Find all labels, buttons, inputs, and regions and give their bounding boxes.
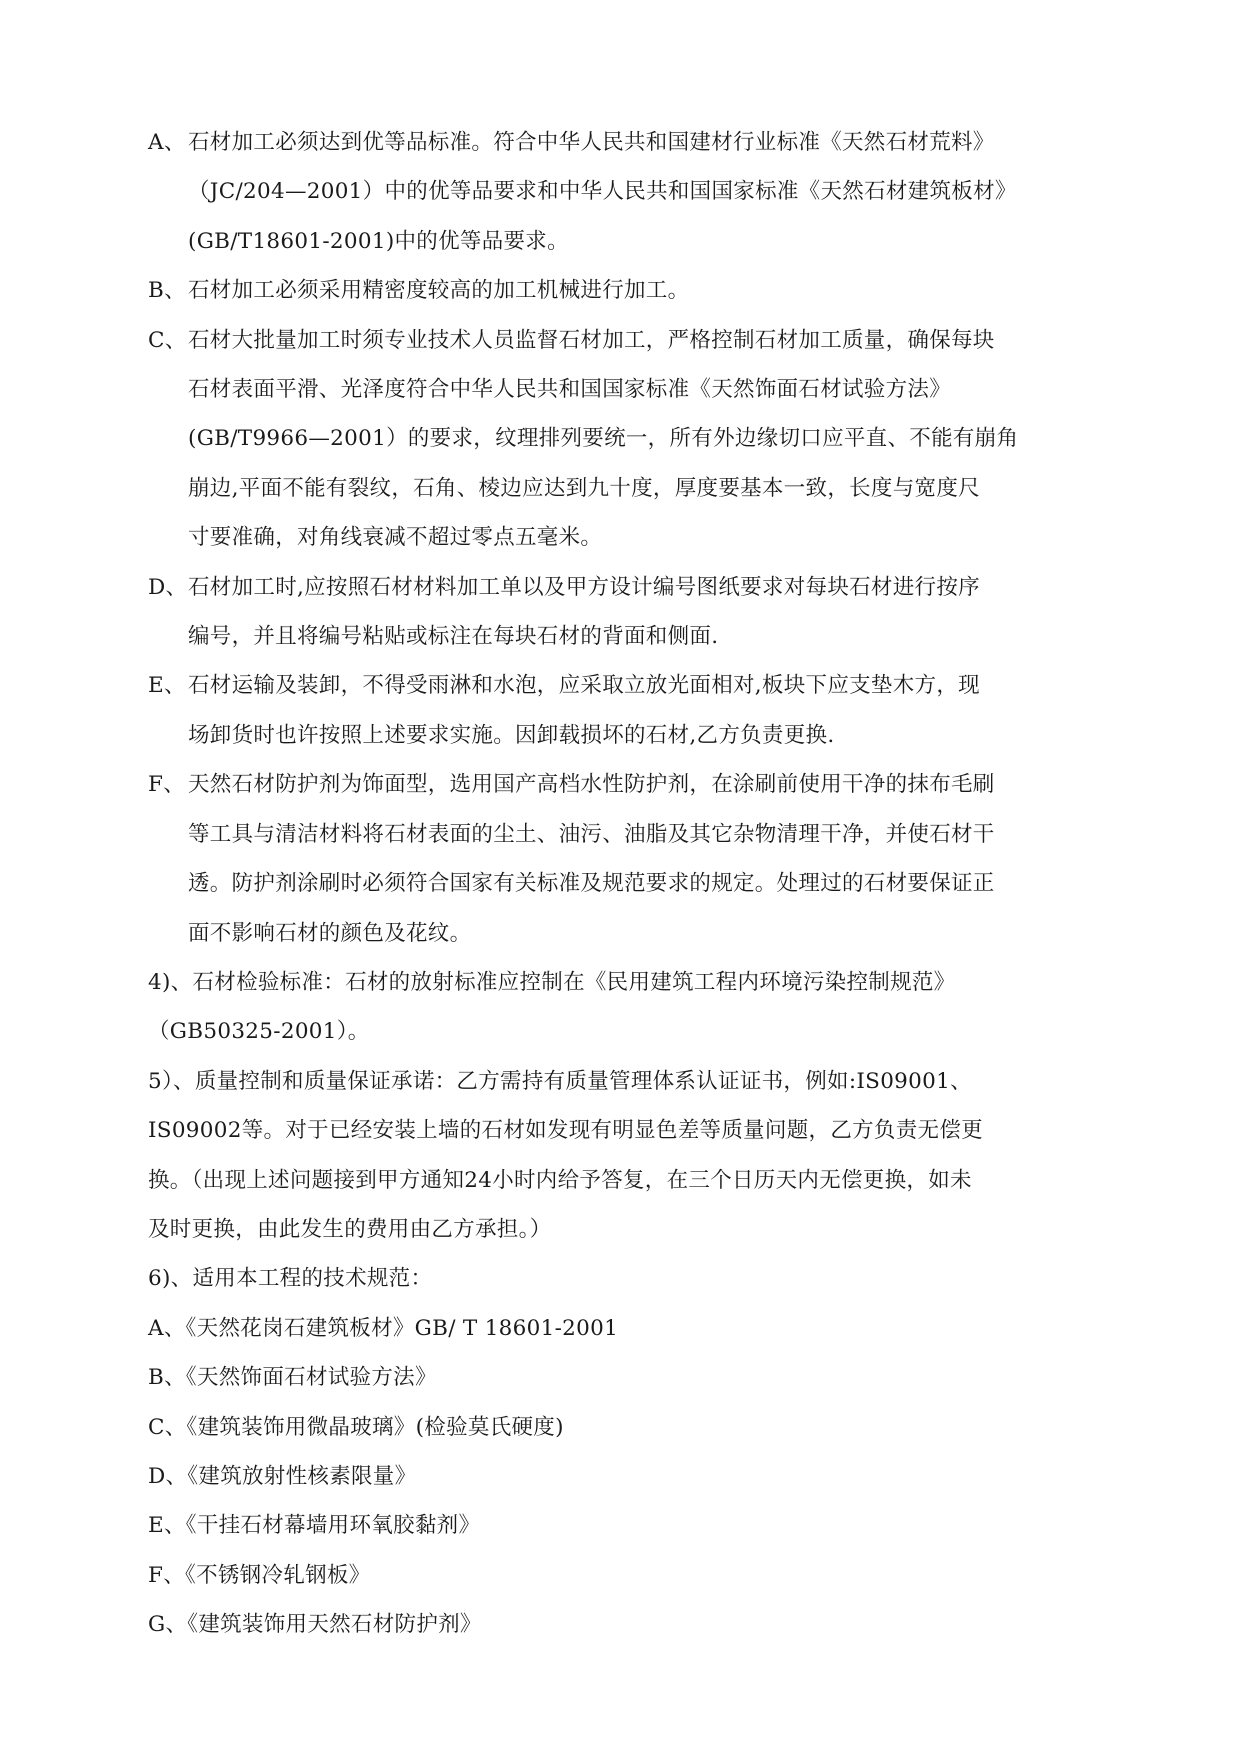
requirement-item-c xyxy=(148,316,1108,563)
item-marker: A、 xyxy=(148,130,186,155)
text-line: 面不影响石材的颜色及花纹。 xyxy=(188,920,472,946)
section-inspection-standard xyxy=(148,958,1108,1057)
text-line: 天然石材防护剂为饰面型，选用国产高档水性防护剂，在涂刷前使用干净的抹布毛刷 xyxy=(188,772,995,798)
requirement-item-e xyxy=(148,661,1108,760)
text-line: 及时更换，由此发生的费用由乙方承担。） xyxy=(148,1216,552,1242)
spec-item: E、《干挂石材幕墙用环氧胶黏剂》 xyxy=(148,1513,481,1539)
text-line: (GB/T18601-2001)中的优等品要求。 xyxy=(188,228,569,254)
spec-item: F、《不锈钢冷轧钢板》 xyxy=(148,1562,371,1588)
spec-item: A、《天然花岗石建筑板材》GB/ T 18601-2001 xyxy=(148,1315,619,1341)
text-line: 石材运输及装卸，不得受雨淋和水泡，应采取立放光面相对,板块下应支垫木方，现 xyxy=(188,673,980,699)
item-text xyxy=(188,760,1108,958)
text-line: (GB/T9966—2001）的要求，纹理排列要统一，所有外边缘切口应平直、不能有崩角 xyxy=(188,426,1019,452)
section-text xyxy=(148,1254,1108,1649)
text-line: 石材加工时,应按照石材材料加工单以及甲方设计编号图纸要求对每块石材进行按序 xyxy=(188,574,980,600)
spec-item: G、《建筑装饰用天然石材防护剂》 xyxy=(148,1612,482,1638)
item-text xyxy=(188,316,1108,563)
text-line: 换。（出现上述问题接到甲方通知24小时内给予答复，在三个日历天内无偿更换，如未 xyxy=(148,1167,972,1193)
requirement-item-f xyxy=(148,760,1108,958)
text-line: 石材加工必须达到优等品标准。符合中华人民共和国建材行业标准《天然石材荒料》 xyxy=(188,130,995,155)
item-text xyxy=(188,118,1108,266)
item-text xyxy=(188,661,1108,760)
spec-item: B、《天然饰面石材试验方法》 xyxy=(148,1365,437,1391)
item-marker: E、 xyxy=(148,673,186,699)
item-text xyxy=(188,266,1108,315)
requirement-item-d xyxy=(148,563,1108,662)
text-line: 等工具与清洁材料将石材表面的尘土、油污、油脂及其它杂物清理干净，并使石材干 xyxy=(188,821,995,847)
text-line: 石材表面平滑、光泽度符合中华人民共和国国家标准《天然饰面石材试验方法》 xyxy=(188,377,952,403)
text-line: 4)、石材检验标准：石材的放射标准应控制在《民用建筑工程内环境污染控制规范》 xyxy=(148,969,956,995)
text-line: 编号，并且将编号粘贴或标注在每块石材的背面和侧面. xyxy=(188,624,719,650)
text-line: 透。防护剂涂刷时必须符合国家有关标准及规范要求的规定。处理过的石材要保证正 xyxy=(188,871,995,897)
text-line: （JC/204—2001）中的优等品要求和中华人民共和国国家标准《天然石材建筑板材》 xyxy=(188,179,1017,205)
section-text xyxy=(148,958,1108,1057)
section-heading: 6)、适用本工程的技术规范： xyxy=(148,1266,433,1292)
document-body xyxy=(148,118,1108,1650)
item-text xyxy=(188,563,1108,662)
requirement-item-a xyxy=(148,118,1108,266)
section-quality-commitment xyxy=(148,1057,1108,1255)
text-line: IS09002等。对于已经安装上墙的石材如发现有明显色差等质量问题，乙方负责无偿更 xyxy=(148,1118,983,1144)
text-line: 石材大批量加工时须专业技术人员监督石材加工，严格控制石材加工质量，确保每块 xyxy=(188,327,995,353)
text-line: 崩边,平面不能有裂纹，石角、棱边应达到九十度，厚度要基本一致，长度与宽度尺 xyxy=(188,475,980,501)
text-line: 5）、质量控制和质量保证承诺：乙方需持有质量管理体系认证证书，例如:IS09001、 xyxy=(148,1068,972,1094)
item-marker: C、 xyxy=(148,327,187,353)
requirement-item-b xyxy=(148,266,1108,315)
item-marker: D、 xyxy=(148,574,188,600)
item-marker: F、 xyxy=(148,772,186,798)
text-line: 石材加工必须采用精密度较高的加工机械进行加工。 xyxy=(188,278,690,304)
text-line: 寸要准确，对角线衰减不超过零点五毫米。 xyxy=(188,525,603,551)
section-text xyxy=(148,1057,1108,1255)
spec-item: C、《建筑装饰用微晶玻璃》(检验莫氏硬度) xyxy=(148,1414,564,1440)
section-technical-specs xyxy=(148,1254,1108,1649)
text-line: 场卸货时也许按照上述要求实施。因卸载损坏的石材,乙方负责更换. xyxy=(188,722,835,748)
item-marker: B、 xyxy=(148,278,186,304)
text-line: （GB50325-2001）。 xyxy=(148,1019,370,1045)
spec-item: D、《建筑放射性核素限量》 xyxy=(148,1463,417,1489)
